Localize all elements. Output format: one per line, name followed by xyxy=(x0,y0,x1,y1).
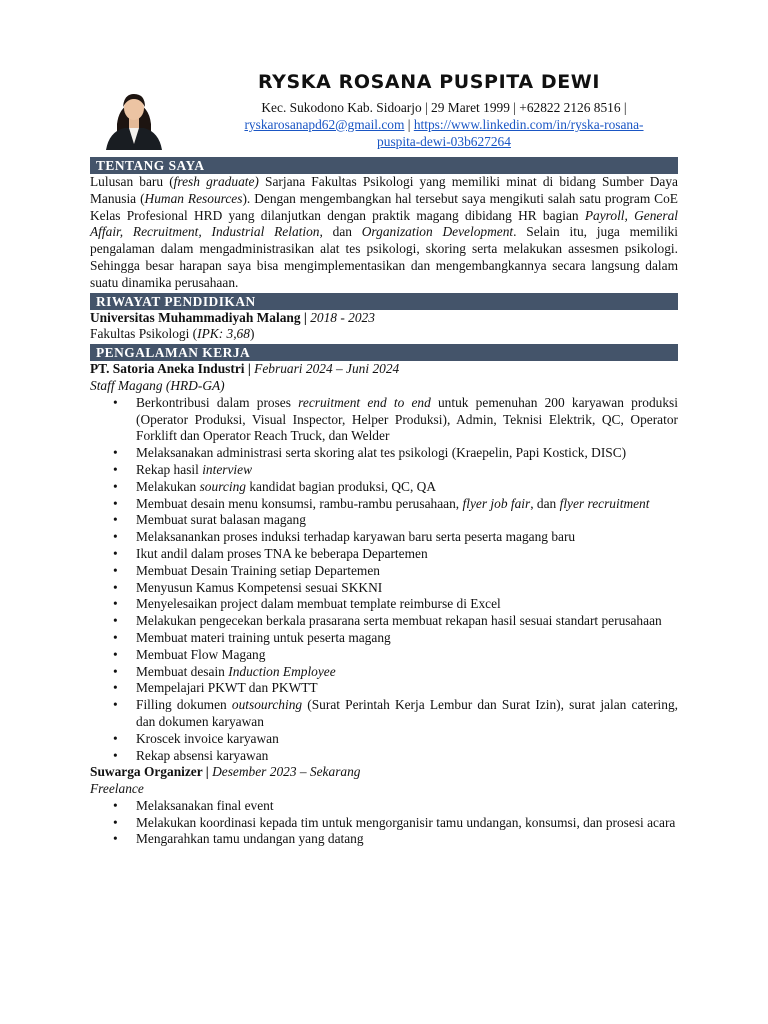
school-years: 2018 - 2023 xyxy=(310,309,375,325)
duty-text: Melaksanakan final event xyxy=(136,797,274,813)
list-item xyxy=(108,697,678,731)
about-text-8: Organization Development xyxy=(361,224,514,240)
list-item xyxy=(108,596,678,613)
list-item xyxy=(108,479,678,496)
job1-separator: | xyxy=(244,361,255,377)
about-text-4: Human Resources xyxy=(144,190,243,206)
faculty-name: Fakultas Psikologi ( xyxy=(90,326,198,342)
job1-role: Staff Magang (HRD-GA) xyxy=(90,377,225,393)
job2-separator: | xyxy=(202,764,213,780)
duty-text: Kroscek invoice karyawan xyxy=(136,730,279,746)
job1-header xyxy=(90,361,678,378)
linkedin-link-part1[interactable]: https://www.linkedin.com/in/ryska-rosana- xyxy=(413,116,644,132)
duty-text: Melakukan pengecekan berkala prasarana serta membuat rekapan hasil sesuai standart perusahaan xyxy=(136,613,662,629)
about-text-9: . Selain itu, juga memiliki pengalaman dalam mengadministrasikan alat tes psikologi, skoring serta melakukan assesmen psikologi. Sehingga besar harapan saya bisa mengimplementasikan dan mengembangkannya secara langsung dalam suatu dinamika perusahaan. xyxy=(90,224,679,290)
job2-role: Freelance xyxy=(90,781,144,797)
contact-links-line-2 xyxy=(210,134,678,151)
list-item xyxy=(108,731,678,748)
job2-company: Suwarga Organizer xyxy=(90,764,203,780)
job1-duties-list xyxy=(108,395,678,765)
about-text-3: Sarjana Fakultas Psikologi yang memiliki minat di bidang Sumber Daya Manusia ( xyxy=(90,174,678,206)
duty-text-italic: interview xyxy=(202,461,253,477)
contact-line: Kec. Sukodono Kab. Sidoarjo | 29 Maret 1999 | +62822 2126 8516 | xyxy=(261,100,627,115)
education-school-line xyxy=(90,310,678,327)
duty-text: Ikut andil dalam proses TNA ke beberapa Departemen xyxy=(136,545,428,561)
about-paragraph xyxy=(90,174,678,292)
profile-photo xyxy=(100,80,168,150)
list-item xyxy=(108,664,678,681)
duty-text-italic: outsourching xyxy=(231,697,303,713)
contact-links-line xyxy=(210,117,678,134)
school-name: Universitas Muhammadiyah Malang xyxy=(90,309,301,325)
resume-page xyxy=(90,0,678,848)
about-text-7: dan xyxy=(322,224,362,240)
about-text-1: Lulusan baru ( xyxy=(90,174,174,189)
faculty-close: ) xyxy=(249,326,255,342)
section-header-experience: PENGALAMAN KERJA xyxy=(90,344,678,361)
duty-text: Membuat materi training untuk peserta magang xyxy=(136,629,391,645)
school-separator: | xyxy=(300,309,311,325)
duty-text: kandidat bagian produksi, QC, QA xyxy=(245,478,437,494)
duty-text: Melaksanankan proses induksi terhadap karyawan baru serta peserta magang baru xyxy=(136,529,576,545)
list-item xyxy=(108,647,678,664)
email-link[interactable]: ryskarosanapd62@gmail.com xyxy=(244,116,405,132)
list-item xyxy=(108,613,678,630)
list-item xyxy=(108,831,678,848)
duty-text: Membuat Desain Training setiap Departemen xyxy=(136,562,380,578)
duty-text: Melakukan koordinasi kepada tim untuk mengorganisir tamu undangan, konsumsi, dan prosesi acara xyxy=(136,814,676,830)
job2-header xyxy=(90,764,678,781)
list-item xyxy=(108,395,678,445)
about-text-6: Payroll, General Affair, Recruitment, Industrial Relation, xyxy=(90,207,678,240)
list-item xyxy=(108,546,678,563)
duty-text: Menyusun Kamus Kompetensi sesuai SKKNI xyxy=(136,579,383,595)
about-text-2: fresh graduate) xyxy=(173,174,259,189)
duty-text-italic: flyer recruitment xyxy=(559,495,650,511)
list-item xyxy=(108,512,678,529)
about-text-5: ). Dengan mengembangkan hal tersebut saya mengikuti salah satu program CoE Kelas Profesional HRD yang dilanjutkan dengan praktik magang dibidang HR bagian xyxy=(90,190,678,223)
duty-text: Filling dokumen xyxy=(136,697,232,713)
job2-duties-list xyxy=(108,798,678,848)
list-item xyxy=(108,462,678,479)
duty-text: Membuat desain xyxy=(136,663,229,679)
candidate-name: RYSKA ROSANA PUSPITA DEWI xyxy=(257,71,601,93)
section-header-about: TENTANG SAYA xyxy=(90,157,678,174)
list-item xyxy=(108,445,678,462)
list-item xyxy=(108,563,678,580)
duty-text: Mempelajari PKWT dan PKWTT xyxy=(136,680,318,696)
resume-header xyxy=(90,0,678,152)
faculty-ipk: IPK: 3,68 xyxy=(197,326,250,342)
duty-text-italic: recruitment end to end xyxy=(298,394,431,410)
duty-text: Melaksanakan administrasi serta skoring alat tes psikologi (Kraepelin, Papi Kostick, DISC) xyxy=(136,445,627,461)
list-item xyxy=(108,496,678,513)
linkedin-link-part2[interactable]: puspita-dewi-03b627264 xyxy=(377,133,511,149)
list-item xyxy=(108,630,678,647)
list-item xyxy=(108,798,678,815)
duty-text: Rekap hasil xyxy=(136,461,203,477)
job1-company: PT. Satoria Aneka Industri xyxy=(90,361,245,377)
job2-period: Desember 2023 – Sekarang xyxy=(212,764,361,780)
education-faculty-line xyxy=(90,326,678,343)
duty-text: Rekap absensi karyawan xyxy=(136,747,269,763)
contact-separator: | xyxy=(404,116,414,132)
duty-text: Membuat surat balasan magang xyxy=(136,512,306,528)
contact-info xyxy=(210,100,678,150)
list-item xyxy=(108,680,678,697)
duty-text-italic: sourcing xyxy=(199,478,246,494)
duty-text-italic: flyer job fair xyxy=(462,495,531,511)
duty-text: Membuat desain menu konsumsi, rambu-rambu perusahaan, xyxy=(136,495,463,511)
section-header-education: RIWAYAT PENDIDIKAN xyxy=(90,293,678,310)
duty-text: Membuat Flow Magang xyxy=(136,646,266,662)
duty-text-italic: Induction Employee xyxy=(228,663,336,679)
list-item xyxy=(108,580,678,597)
duty-text: , dan xyxy=(530,495,560,511)
duty-text: Berkontribusi dalam proses xyxy=(136,394,299,410)
duty-text: Menyelesaikan project dalam membuat template reimburse di Excel xyxy=(136,596,501,612)
duty-text: (Surat Perintah Kerja Lembur dan Surat Izin), surat jalan catering, dan dokumen karyawan xyxy=(136,697,678,729)
duty-text: Mengarahkan tamu undangan yang datang xyxy=(136,831,364,847)
duty-text: untuk pemenuhan 200 karyawan produksi (Operator Produksi, Visual Inspector, Helper Produksi), Admin, Teknisi Elektrik, QC, Operator Forklift dan Operator Reach Truck, dan Welder xyxy=(136,394,678,444)
job1-period: Februari 2024 – Juni 2024 xyxy=(254,361,400,377)
list-item xyxy=(108,815,678,832)
list-item xyxy=(108,529,678,546)
duty-text: Melakukan xyxy=(136,478,200,494)
list-item xyxy=(108,748,678,765)
